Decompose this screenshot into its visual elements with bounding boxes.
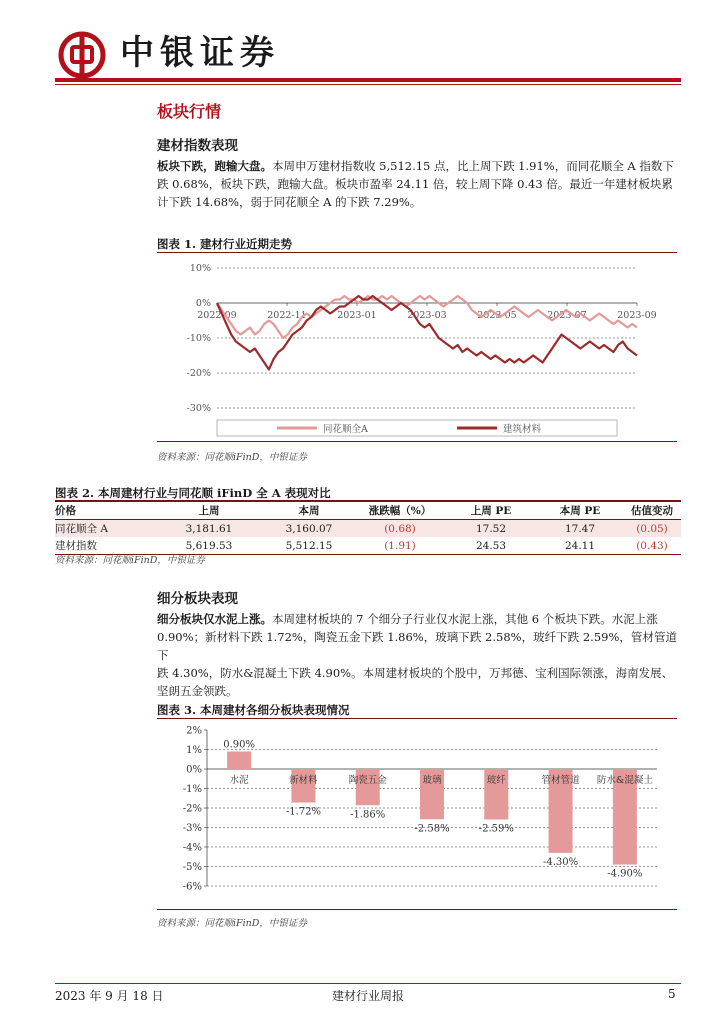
table-cell: (0.05) bbox=[636, 522, 668, 535]
y-tick-label: -6% bbox=[182, 881, 202, 893]
y-tick-label: -1% bbox=[182, 784, 202, 795]
table-cell: 17.52 bbox=[475, 522, 507, 535]
category-label: 新材料 bbox=[289, 775, 318, 786]
y-tick-label: -10% bbox=[186, 333, 211, 344]
y-tick-label: 1% bbox=[186, 745, 202, 756]
table-cell: 建材指数 bbox=[55, 540, 97, 552]
table-header-cell: 上周 PE bbox=[470, 505, 512, 517]
figure-3-title: 图表 3. 本周建材各细分板块表现情况 bbox=[157, 703, 350, 717]
paragraph-lead: 板块下跌，跑输大盘。 bbox=[157, 159, 272, 173]
x-tick-label: 2023-01 bbox=[337, 310, 377, 321]
x-tick-label: 2023-05 bbox=[477, 310, 517, 321]
table-cell: 5,619.53 bbox=[185, 539, 233, 552]
paragraph-line: 计下跌 14.68%，弱于同花顺全 A 的下跌 7.29%。 bbox=[157, 195, 422, 209]
y-tick-label: -30% bbox=[186, 403, 211, 414]
bar-value-label: 0.90% bbox=[223, 739, 256, 751]
figure-3-bottom-rule bbox=[157, 909, 677, 910]
figure-1-source: 资料来源：同花顺iFinD，中银证券 bbox=[157, 452, 307, 463]
bar-value-label: -1.72% bbox=[285, 806, 322, 818]
paragraph-line: 0.90%；新材料下跌 1.72%，陶瓷五金下跌 1.86%，玻璃下跌 2.58%，玻纤下跌 2.59%，管材管道下 bbox=[157, 630, 677, 662]
table-cell: 17.47 bbox=[564, 522, 596, 535]
footer-title: 建材行业周报 bbox=[332, 989, 405, 1003]
bar-value-label: -2.58% bbox=[414, 823, 450, 835]
y-tick-label: -4% bbox=[182, 842, 202, 854]
table-header-cell: 估值变动 bbox=[631, 505, 673, 517]
header-rule bbox=[55, 78, 681, 82]
table-row bbox=[55, 520, 681, 538]
table-header-cell: 涨跌幅（%） bbox=[368, 505, 432, 517]
category-label: 防水&混凝土 bbox=[596, 775, 653, 786]
table-header-cell: 本周 PE bbox=[559, 505, 601, 517]
y-tick-label: 0% bbox=[186, 764, 202, 776]
bar-chart bbox=[157, 722, 677, 906]
figure-1-bottom-rule bbox=[157, 441, 677, 442]
table-2-source: 资料来源：同花顺iFinD，中银证券 bbox=[55, 555, 205, 566]
paragraph-line: 跌 0.68%，板块下跌，跑输大盘。板块市盈率 24.11 倍，较上周下降 0.43 倍。最近一年建材板块累 bbox=[157, 177, 673, 191]
y-tick-label: -2% bbox=[182, 803, 202, 815]
bar-value-label: -4.30% bbox=[542, 856, 579, 868]
y-tick-label: 10% bbox=[189, 263, 211, 274]
table-cell: (0.43) bbox=[636, 539, 668, 552]
category-label: 玻璃 bbox=[422, 775, 442, 786]
table-header-cell: 上周 bbox=[198, 505, 220, 517]
page-number: 5 bbox=[668, 987, 676, 1001]
x-tick-label: 2023-09 bbox=[617, 310, 657, 321]
brand-name: 中银证券 bbox=[120, 33, 280, 73]
bar bbox=[227, 751, 251, 769]
bank-of-china-logo bbox=[57, 30, 107, 80]
category-label: 管材管道 bbox=[541, 775, 580, 786]
table-cell: 24.11 bbox=[564, 539, 596, 552]
bar-value-label: -2.59% bbox=[478, 823, 514, 835]
table-cell: 同花顺全 A bbox=[55, 523, 108, 535]
table-cell: 5,512.15 bbox=[285, 539, 333, 552]
y-tick-label: -5% bbox=[182, 862, 202, 873]
y-tick-label: 2% bbox=[186, 725, 202, 737]
footer-rule bbox=[55, 983, 681, 984]
table-cell: 3,181.61 bbox=[185, 522, 233, 535]
x-tick-label: 2022-09 bbox=[197, 310, 237, 321]
category-label: 陶瓷五金 bbox=[348, 775, 387, 786]
figure-3-top-rule bbox=[157, 718, 677, 719]
header-rule-thin bbox=[55, 84, 681, 85]
x-tick-label: 2023-07 bbox=[547, 310, 587, 321]
x-tick-label: 2023-03 bbox=[407, 310, 447, 321]
section-title: 板块行情 bbox=[157, 102, 222, 121]
table-2-title: 图表 2. 本周建材行业与同花顺 iFinD 全 A 表现对比 bbox=[55, 486, 331, 500]
y-tick-label: 0% bbox=[195, 298, 211, 309]
table-cell: (0.68) bbox=[384, 522, 416, 535]
table-header-cell: 价格 bbox=[55, 505, 76, 517]
y-tick-label: -3% bbox=[182, 823, 202, 834]
figure-3-source: 资料来源：同花顺iFinD，中银证券 bbox=[157, 918, 307, 929]
figure-1-title: 图表 1. 建材行业近期走势 bbox=[157, 237, 293, 251]
x-tick-label: 2022-11 bbox=[267, 310, 307, 321]
paragraph-line: 跌 4.30%，防水&混凝土下跌 4.90%。本周建材板块的个股中，万邦德、宝利国际领涨，海南发展、 bbox=[157, 666, 674, 680]
category-label: 水泥 bbox=[229, 775, 249, 786]
legend-label-b: 建筑材料 bbox=[503, 424, 542, 435]
table-cell: 24.53 bbox=[475, 539, 507, 552]
bar-value-label: -1.86% bbox=[350, 809, 386, 821]
paragraph-index bbox=[157, 157, 677, 211]
table-header-cell: 本周 bbox=[298, 505, 320, 517]
paragraph-line: 本周建材板块的 7 个细分子行业仅水泥上涨，其他 6 个板块下跌。水泥上涨 bbox=[272, 612, 658, 626]
line-chart bbox=[157, 256, 677, 438]
legend-label-a: 同花顺全A bbox=[323, 424, 368, 435]
category-label: 玻纤 bbox=[486, 775, 506, 786]
figure-1-top-rule bbox=[157, 252, 677, 253]
footer-date: 2023 年 9 月 18 日 bbox=[55, 989, 164, 1003]
paragraph-line: 坚朗五金领跌。 bbox=[157, 684, 238, 698]
table-cell: (1.91) bbox=[384, 539, 416, 552]
paragraph-line: 本周申万建材指数收 5,512.15 点，比上周下跌 1.91%，而同花顺全 A 指数下 bbox=[272, 159, 674, 173]
paragraph-lead: 细分板块仅水泥上涨。 bbox=[157, 612, 272, 626]
subsection-title-index: 建材指数表现 bbox=[157, 138, 238, 154]
comparison-table bbox=[55, 502, 681, 555]
paragraph-segments bbox=[157, 610, 677, 700]
subsection-title-segments: 细分板块表现 bbox=[157, 591, 238, 607]
table-cell: 3,160.07 bbox=[285, 522, 333, 535]
table-header-row bbox=[55, 502, 681, 520]
y-tick-label: -20% bbox=[186, 368, 211, 379]
bar-value-label: -4.90% bbox=[607, 868, 643, 880]
